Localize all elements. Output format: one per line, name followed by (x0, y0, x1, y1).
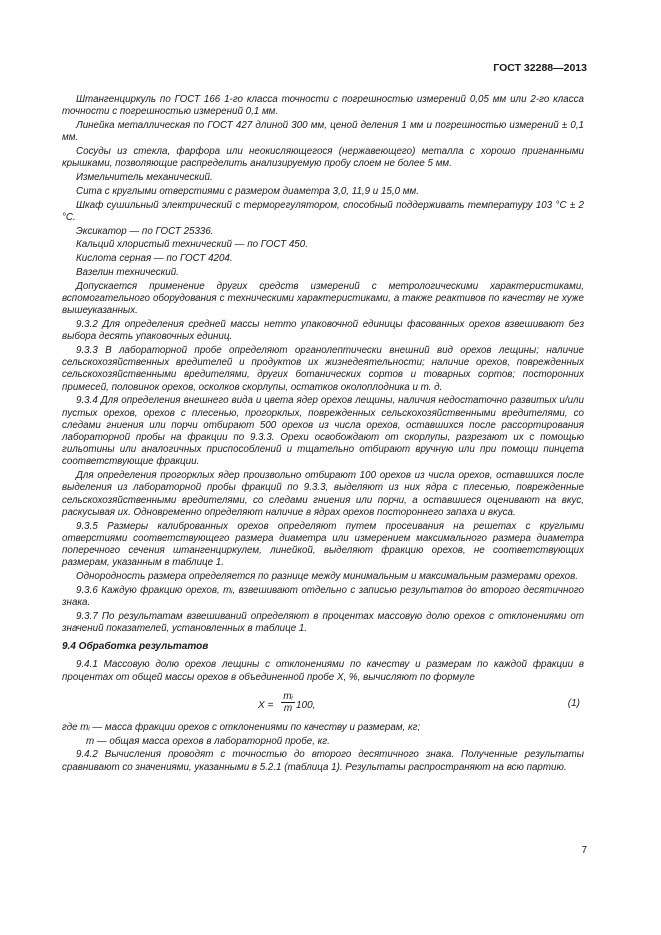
paragraph: Штангенциркуль по ГОСТ 166 1-го класса точности с погрешностью измерений 0,05 мм или 2-го класса точности с погрешностью измерений 0,1 мм. (62, 94, 584, 118)
formula-number: (1) (567, 697, 580, 709)
paragraph: 9.3.4 Для определения внешнего вида и цвета ядер орехов лещины, наличия недостаточно развитых и/или пустых орехов, орехов с плесенью, прогорклых, поврежденных сельскохозяйственными вредителями, со следами гниения или порчи отбирают 500 орехов из числа орехов, оставшихся после рассортирования лабораторной пробы на фракции по 9.3.3. Орехи освобождают от скорлупы, разрезают их с помощью гильотины или аналогичных приспособлений и тщательно отбирают вручную или при помощи пинцета соответствующие фракции. (62, 395, 584, 468)
paragraph: Однородность размера определяется по разнице между минимальным и максимальным размерами орехов. (76, 571, 578, 583)
paragraph: 9.4.1 Массовую долю орехов лещины с отклонениями по качеству и размерам по каждой фракции в процентах от общей массы орехов в объединенной пробе X, %, вычисляют по формуле (62, 659, 584, 683)
formula-1 (62, 690, 584, 718)
paragraph: 9.3.3 В лабораторной пробе определяют органолептически внешний вид орехов лещины; наличие сельскохозяйственных вредителей и продуктов их жизнедеятельности; наличие орехов, поврежденных сельскохозяйственными вредителями, других ботанических сортов и товарных сортов; посторонних примесей, половинок орехов, осколков скорлупы, остатков околоплодника и т. д. (62, 344, 584, 393)
section-heading: 9.4 Обработка результатов (62, 641, 209, 653)
page-content (62, 94, 584, 775)
paragraph: 9.3.5 Размеры калиброванных орехов определяют путем просеивания на решетах с круглыми отверстиями соответствующего размера диаметра или измерением максимального размера диаметра поперечного сечения штангенциркулем, линейкой, выделяют фракцию орехов, не соответствующих размерам, указанным в таблице 1. (62, 520, 584, 569)
document-code: ГОСТ 32288—2013 (493, 62, 587, 74)
paragraph: 9.3.6 Каждую фракцию орехов, mᵢ, взвешивают отдельно с записью результатов до второго десятичного знака. (62, 584, 584, 609)
paragraph: Измельчитель механический. (76, 172, 213, 183)
paragraph: Допускается применение других средств измерений с метрологическими характеристиками, вспомогательного оборудования с техническими характеристиками, а также реактивов по качеству не хуже вышеуказанных. (62, 280, 584, 317)
paragraph: Сосуды из стекла, фарфора или неокисляющегося (нержавеющего) металла с хорошо пригнанными крышками, позволяющие распределить анализируемую пробу слоем не более 5 мм. (62, 146, 584, 170)
formula-denominator: m (283, 702, 293, 714)
paragraph: Кислота серная — по ГОСТ 4204. (76, 253, 233, 265)
paragraph: 9.3.7 По результатам взвешиваний определяют в процентах массовую долю орехов с отклонениями от значений показателей, установленных в таблице 1. (62, 610, 584, 635)
paragraph: Кальций хлористый технический — по ГОСТ 450. (76, 239, 308, 251)
paragraph: Для определения прогорклых ядер произвольно отбирают 100 орехов из числа орехов, оставшихся после выделения из лабораторной пробы фракций по 9.3.3, выделяют из них ядра с плесенью, поврежденные сельскохозяйственными вредителями, со следами гниения или порчи, а оставшиеся оценивают на вкус, раскусывая их. Одновременно определяют наличие в ядрах орехов постороннего запаха и вкуса. (62, 470, 584, 518)
paragraph: Эксикатор — по ГОСТ 25336. (76, 225, 214, 237)
formula-rhs: 100, (296, 699, 316, 711)
paragraph: Вазелин технический. (76, 266, 179, 278)
paragraph: Сита с круглыми отверстиями с размером диаметра 3,0, 11,9 и 15,0 мм. (76, 185, 419, 197)
formula-lhs: X = (258, 699, 274, 711)
paragraph: 9.4.2 Вычисления проводят с точностью до второго десятичного знака. Полученные результаты сравнивают со значениями, указанными в 5.2.1 (таблица 1). Результаты распространяют на всю партию. (62, 749, 584, 773)
where-m: m — общая масса орехов в лабораторной пробе, кг. (86, 735, 330, 747)
formula-numerator: mᵢ (281, 692, 295, 703)
paragraph: Линейка металлическая по ГОСТ 427 длиной 300 мм, ценой деления 1 мм и погрешностью измерений ± 0,1 мм. (62, 120, 584, 144)
page-number: 7 (581, 845, 587, 856)
formula-fraction (281, 692, 295, 714)
paragraph: 9.3.2 Для определения средней массы нетто упаковочной единицы фасованных орехов взвешивают без выбора десять упаковочных единиц. (62, 318, 584, 343)
where-mi: где mᵢ — масса фракции орехов с отклонениями по качеству и размерам, кг; (62, 721, 421, 733)
paragraph: Шкаф сушильный электрический с терморегулятором, способный поддерживать температуру 103 °С ± 2 °С. (62, 199, 584, 223)
